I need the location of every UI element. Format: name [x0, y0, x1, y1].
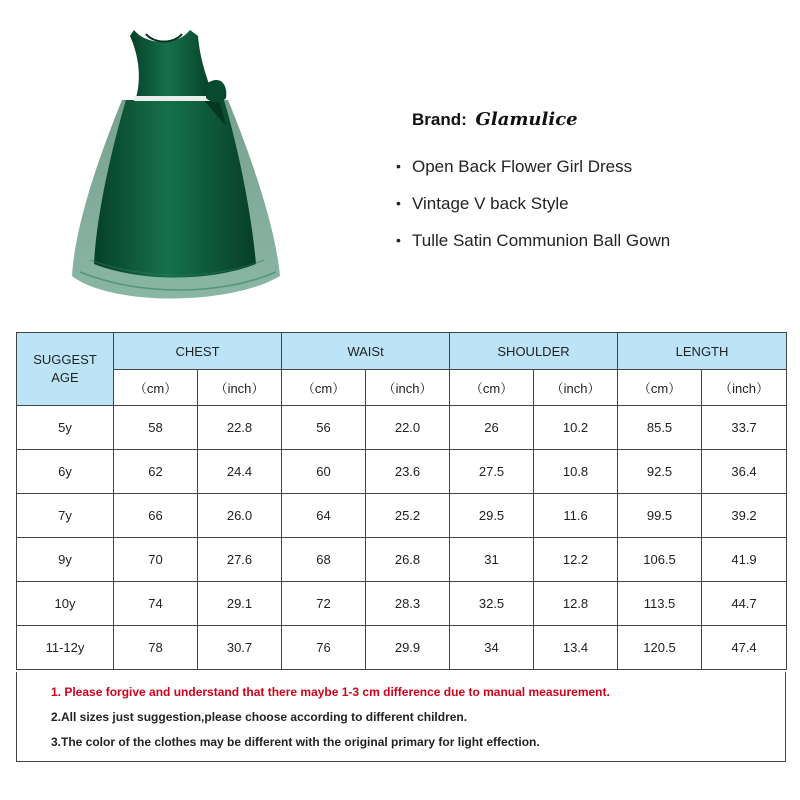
table-cell: 64: [282, 494, 366, 538]
table-unit-row: [17, 370, 787, 406]
shoulder-header: SHOULDER: [450, 333, 618, 370]
table-cell: 25.2: [366, 494, 450, 538]
table-cell: 70: [114, 538, 198, 582]
table-row: [17, 582, 787, 626]
bullet-icon: •: [396, 195, 401, 211]
bullet-icon: •: [396, 158, 401, 174]
table-cell: 74: [114, 582, 198, 626]
dress-illustration: [30, 14, 310, 314]
notes-box: [16, 672, 786, 762]
length-header: LENGTH: [618, 333, 787, 370]
unit-cm: （cm）: [450, 370, 534, 406]
unit-cm: （cm）: [114, 370, 198, 406]
table-cell: 44.7: [702, 582, 787, 626]
age-cell: 11-12y: [17, 626, 114, 670]
size-chart-table: [16, 332, 787, 670]
unit-cm: （cm）: [282, 370, 366, 406]
table-cell: 26.8: [366, 538, 450, 582]
unit-inch: （inch）: [534, 370, 618, 406]
table-cell: 26: [450, 406, 534, 450]
table-cell: 22.0: [366, 406, 450, 450]
table-cell: 113.5: [618, 582, 702, 626]
table-row: [17, 494, 787, 538]
table-cell: 22.8: [198, 406, 282, 450]
table-cell: 78: [114, 626, 198, 670]
table-cell: 120.5: [618, 626, 702, 670]
chest-header: CHEST: [114, 333, 282, 370]
table-cell: 31: [450, 538, 534, 582]
table-cell: 34: [450, 626, 534, 670]
table-cell: 60: [282, 450, 366, 494]
table-cell: 11.6: [534, 494, 618, 538]
unit-inch: （inch）: [198, 370, 282, 406]
feature-item: • Vintage V back Style: [412, 185, 792, 222]
product-info: [396, 108, 792, 259]
table-cell: 13.4: [534, 626, 618, 670]
table-cell: 76: [282, 626, 366, 670]
waist-header: WAISt: [282, 333, 450, 370]
age-cell: 6y: [17, 450, 114, 494]
table-cell: 106.5: [618, 538, 702, 582]
table-cell: 56: [282, 406, 366, 450]
table-row: [17, 450, 787, 494]
table-cell: 39.2: [702, 494, 787, 538]
table-cell: 72: [282, 582, 366, 626]
table-cell: 41.9: [702, 538, 787, 582]
table-row: [17, 626, 787, 670]
table-cell: 33.7: [702, 406, 787, 450]
table-cell: 29.1: [198, 582, 282, 626]
table-cell: 29.9: [366, 626, 450, 670]
table-cell: 27.5: [450, 450, 534, 494]
table-cell: 30.7: [198, 626, 282, 670]
table-row: [17, 406, 787, 450]
feature-item: • Tulle Satin Communion Ball Gown: [412, 222, 792, 259]
brand-name: Glamulice: [475, 109, 578, 130]
table-cell: 28.3: [366, 582, 450, 626]
table-cell: 10.8: [534, 450, 618, 494]
age-cell: 10y: [17, 582, 114, 626]
table-cell: 47.4: [702, 626, 787, 670]
table-cell: 29.5: [450, 494, 534, 538]
note-measurement: 1. Please forgive and understand that there maybe 1-3 cm difference due to manual measurement.: [51, 685, 610, 699]
table-cell: 99.5: [618, 494, 702, 538]
table-cell: 68: [282, 538, 366, 582]
table-cell: 10.2: [534, 406, 618, 450]
table-row: [17, 538, 787, 582]
table-header-row: [17, 333, 787, 370]
age-cell: 7y: [17, 494, 114, 538]
age-cell: 5y: [17, 406, 114, 450]
table-cell: 24.4: [198, 450, 282, 494]
note-color: 3.The color of the clothes may be different with the original primary for light effection.: [51, 735, 540, 749]
table-cell: 85.5: [618, 406, 702, 450]
table-cell: 12.8: [534, 582, 618, 626]
table-cell: 27.6: [198, 538, 282, 582]
table-cell: 12.2: [534, 538, 618, 582]
age-header: SUGGEST AGE: [17, 333, 114, 406]
brand-label: Brand:: [412, 110, 467, 129]
table-cell: 36.4: [702, 450, 787, 494]
table-cell: 62: [114, 450, 198, 494]
table-cell: 58: [114, 406, 198, 450]
unit-inch: （inch）: [702, 370, 787, 406]
brand-line: [412, 108, 792, 132]
table-cell: 26.0: [198, 494, 282, 538]
age-cell: 9y: [17, 538, 114, 582]
unit-cm: （cm）: [618, 370, 702, 406]
table-cell: 92.5: [618, 450, 702, 494]
table-cell: 23.6: [366, 450, 450, 494]
note-suggestion: 2.All sizes just suggestion,please choose according to different children.: [51, 710, 468, 724]
bullet-icon: •: [396, 232, 401, 248]
unit-inch: （inch）: [366, 370, 450, 406]
feature-list: [396, 148, 792, 259]
dress-image: [30, 14, 310, 314]
table-cell: 66: [114, 494, 198, 538]
feature-item: • Open Back Flower Girl Dress: [412, 148, 792, 185]
table-cell: 32.5: [450, 582, 534, 626]
